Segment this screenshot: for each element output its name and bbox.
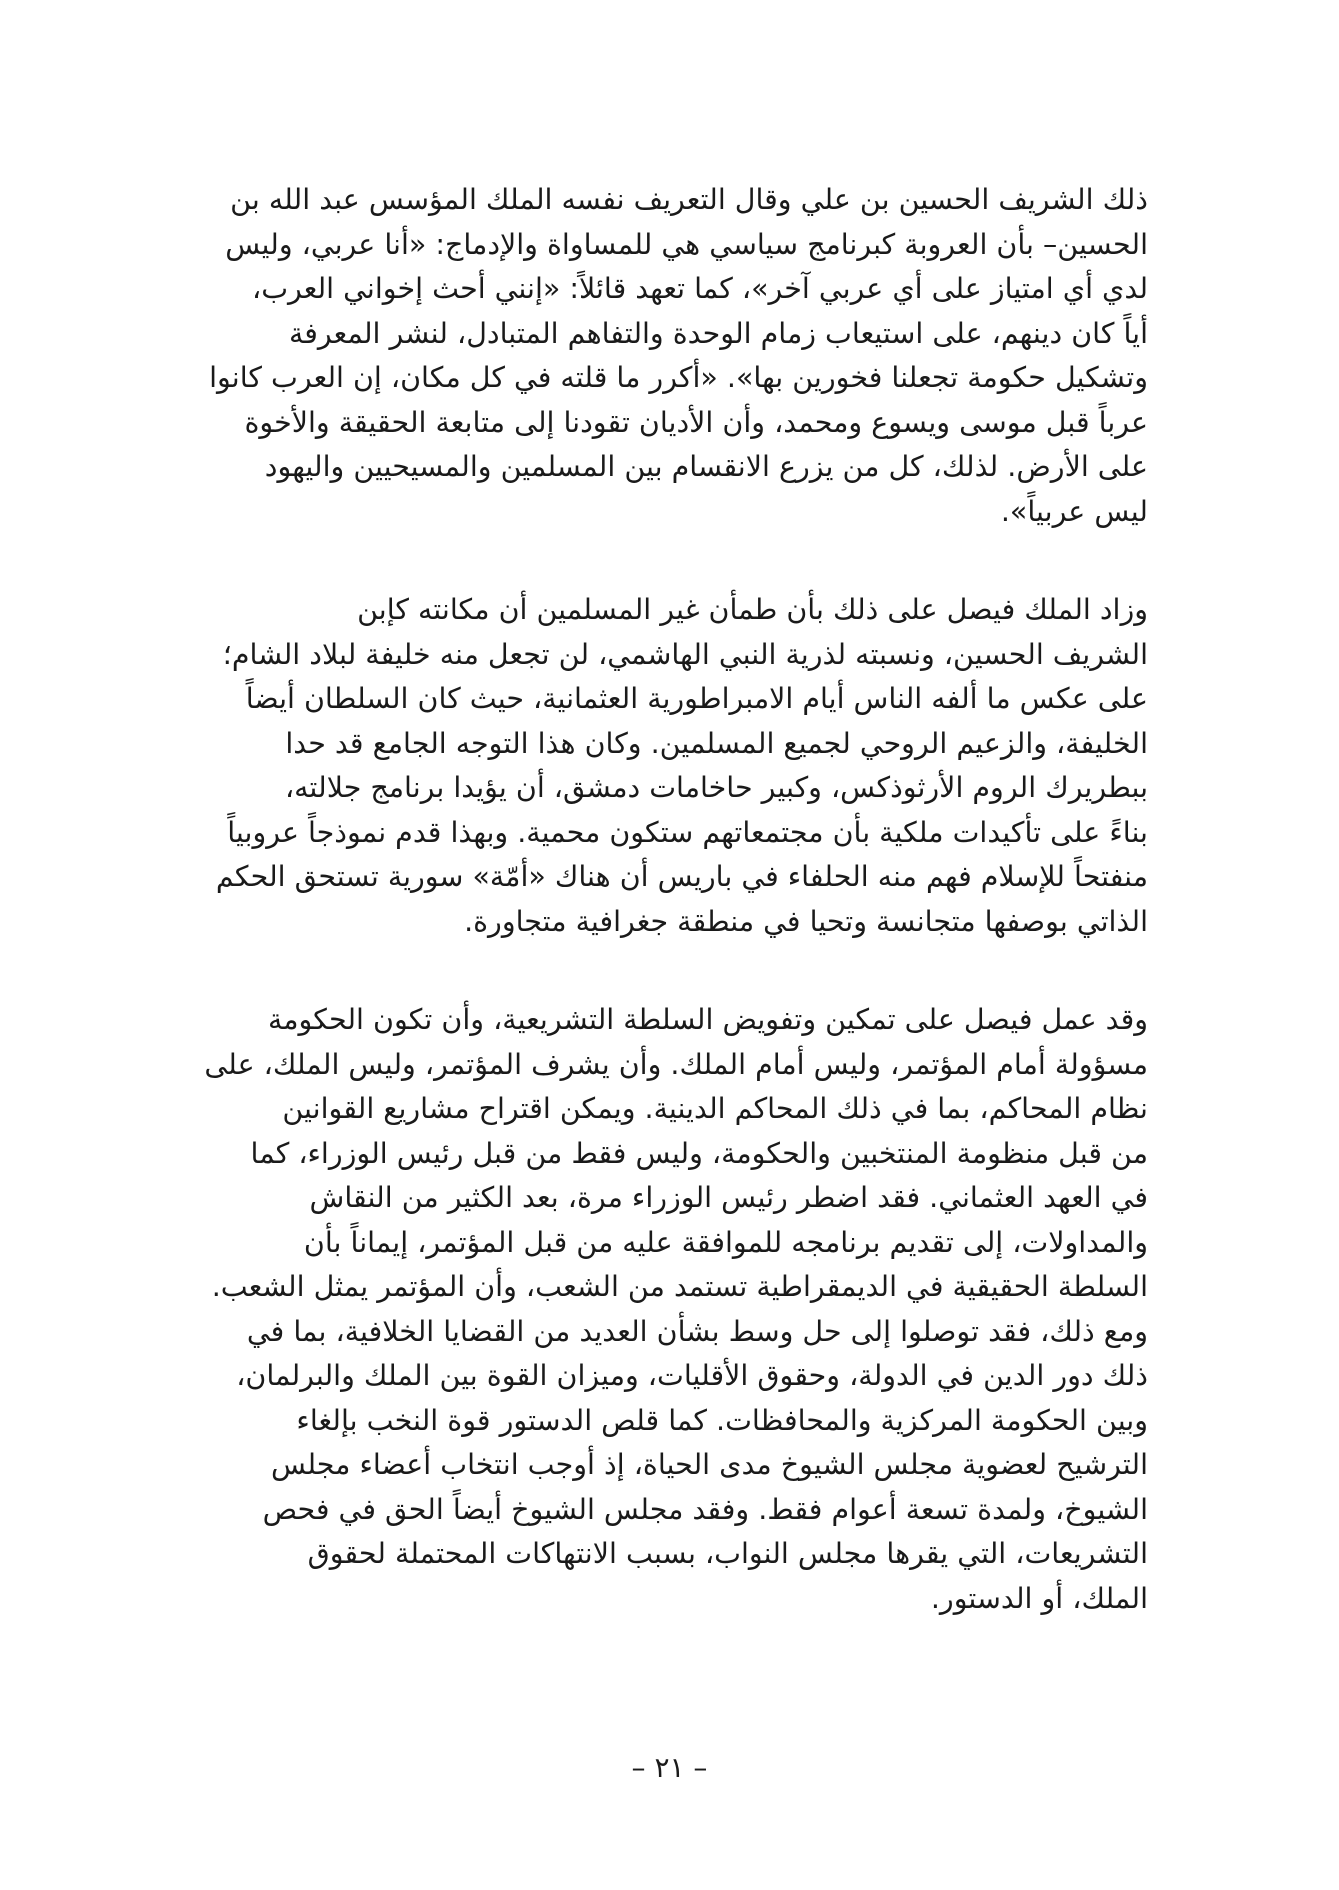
paragraph-3: وقد عمل فيصل على تمكين وتفويض السلطة التشريعية، وأن تكون الحكومة مسؤولة أمام المؤتمر، وليس أمام الملك. وأن يشرف المؤتمر، وليس الملك، على نظام المحاكم، بما في ذلك المحاكم الدينية. ويمكن اقتراح مشاريع القوانين من قبل منظومة المنتخبين والحكومة، وليس فقط من قبل رئيس الوزراء، كما في العهد العثماني. فقد اضطر رئيس الوزراء مرة، بعد الكثير من النقاش والمداولات، إلى تقديم برنامجه للموافقة عليه من قبل المؤتمر، إيماناً بأن السلطة الحقيقية في الديمقراطية تستمد من الشعب، وأن المؤتمر يمثل الشعب. ومع ذلك، فقد توصلوا إلى حل وسط بشأن العديد من القضايا الخلافية، بما في ذلك دور الدين في الدولة، وحقوق الأقليات، وميزان القوة بين الملك والبرلمان، وبين الحكومة المركزية والمحافظات. كما قلص الدستور قوة النخب بإلغاء الترشيح لعضوية مجلس الشيوخ مدى الحياة، إذ أوجب انتخاب أعضاء مجلس الشيوخ، ولمدة تسعة أعوام فقط. وفقد مجلس الشيوخ أيضاً الحق في فحص التشريعات، التي يقرها مجلس النواب، بسبب الانتهاكات المحتملة لحقوق الملك، أو الدستور. (204, 1003, 1148, 1615)
paragraph-2: وزاد الملك فيصل على ذلك بأن طمأن غير المسلمين أن مكانته كإبن الشريف الحسين، ونسبته لذرية النبي الهاشمي، لن تجعل منه خليفة لبلاد الشام؛ على عكس ما ألفه الناس أيام الامبراطورية العثمانية، حيث كان السلطان أيضاً الخليفة، والزعيم الروحي لجميع المسلمين. وكان هذا التوجه الجامع قد حدا ببطريرك الروم الأرثوذكس، وكبير حاخامات دمشق، أن يؤيدا برنامج جلالته، بناءً على تأكيدات ملكية بأن مجتمعاتهم ستكون محمية. وبهذا قدم نموذجاً عروبياً منفتحاً للإسلام فهم منه الحلفاء في باريس أن هناك «أمّة» سورية تستحق الحكم الذاتي بوصفها متجانسة وتحيا في منطقة جغرافية متجاورة. (215, 593, 1148, 938)
paragraph-1: ذلك الشريف الحسين بن علي وقال التعريف نفسه الملك المؤسس عبد الله بن الحسين– بأن العروبة كبرنامج سياسي هي للمساواة والإدماج: «أنا عربي، وليس لدي أي امتياز على أي عربي آخر»، كما تعهد قائلاً: «إنني أحث إخواني العرب، أياً كان دينهم، على استيعاب زمام الوحدة والتفاهم المتبادل، لنشر المعرفة وتشكيل حكومة تجعلنا فخورين بها». «أكرر ما قلته في كل مكان، إن العرب كانوا عرباً قبل موسى ويسوع ومحمد، وأن الأديان تقودنا إلى متابعة الحقيقة والأخوة على الأرض. لذلك، كل من يزرع الانقسام بين المسلمين والمسيحيين واليهود ليس عربياً». (209, 183, 1148, 528)
body-text (195, 178, 1148, 1621)
page-number: – ٢١ – (631, 1751, 708, 1784)
